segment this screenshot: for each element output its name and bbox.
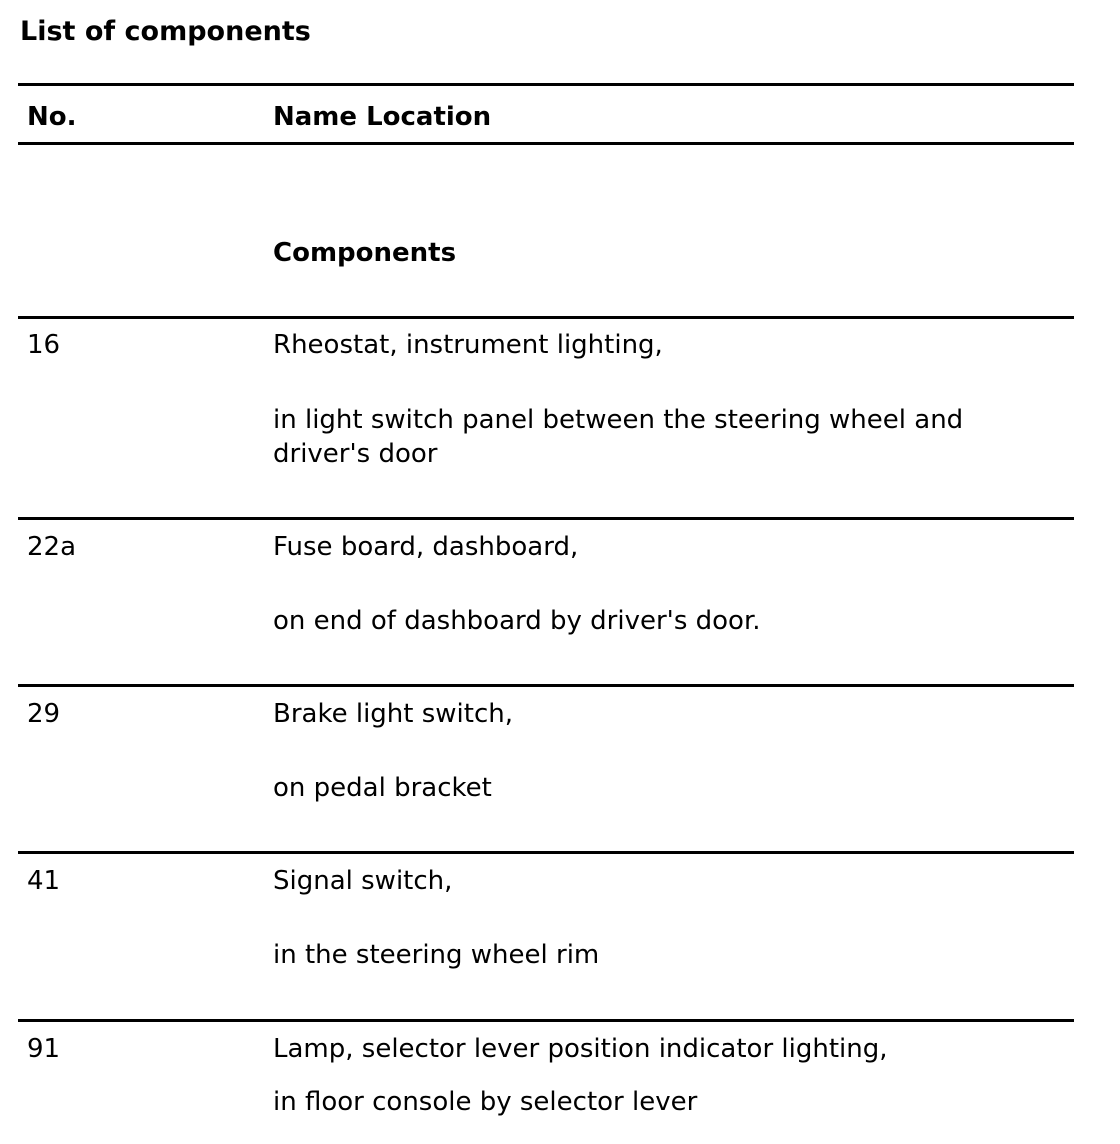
table-top-rule [18, 83, 1074, 86]
component-location: in the steering wheel rim [273, 940, 600, 970]
component-name: Lamp, selector lever position indicator lighting, [273, 1034, 888, 1064]
row-divider [18, 851, 1074, 854]
row-divider [18, 1019, 1074, 1022]
row-number: 16 [27, 330, 61, 360]
component-location: on end of dashboard by driver's door. [273, 606, 761, 636]
row-number: 41 [27, 866, 61, 896]
row-number: 91 [27, 1034, 61, 1064]
component-location: on pedal bracket [273, 773, 492, 803]
component-location: in floor console by selector lever [273, 1087, 698, 1117]
row-number: 29 [27, 699, 61, 729]
header-bottom-rule [18, 142, 1074, 145]
row-divider [18, 316, 1074, 319]
component-location: in light switch panel between the steering wheel and driver's door [273, 405, 964, 469]
component-name: Signal switch, [273, 866, 453, 896]
row-number: 22a [27, 532, 77, 562]
header-name-location: Name Location [273, 102, 492, 132]
section-heading: Components [273, 238, 457, 268]
component-name: Rheostat, instrument lighting, [273, 330, 663, 360]
row-divider [18, 684, 1074, 687]
component-name: Fuse board, dashboard, [273, 532, 579, 562]
header-no: No. [27, 102, 77, 132]
row-divider [18, 517, 1074, 520]
component-name: Brake light switch, [273, 699, 514, 729]
document-title: List of components [20, 16, 311, 47]
